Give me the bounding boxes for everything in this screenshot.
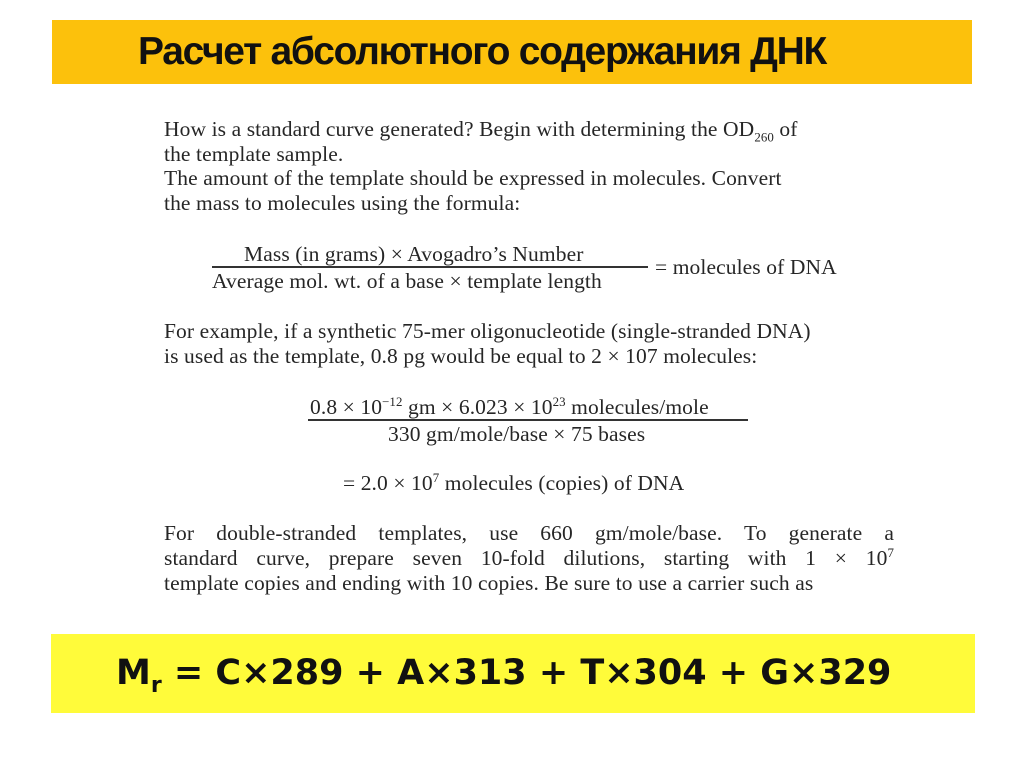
molecular-weight-formula (116, 652, 916, 699)
formula-3 (343, 471, 684, 495)
doc-line-8-exponent: 7 (887, 545, 894, 560)
doc-line-6: is used as the template, 0.8 pg would be equal to 2 × 107 molecules: (164, 344, 758, 368)
formula-2-numerator (310, 395, 709, 419)
formula-1-denominator: Average mol. wt. of a base × template length (212, 269, 602, 293)
formula-1-numerator: Mass (in grams) × Avogadro’s Number (244, 242, 584, 266)
doc-line-8-text: standard curve, prepare seven 10-fold dilutions, starting with 1 × 10 (164, 546, 888, 570)
slide-title: Расчет абсолютного содержания ДНК (138, 30, 826, 73)
doc-line-1-text: How is a standard curve generated? Begin with determining the OD (164, 117, 755, 141)
formula-3-b: molecules (copies) of DNA (439, 471, 685, 495)
formula-3-a: = 2.0 × 10 (343, 471, 433, 495)
formula-2-exponent-1: −12 (382, 394, 403, 409)
doc-line-8 (164, 546, 894, 570)
formula-2-exponent-2: 23 (552, 394, 566, 409)
doc-line-5: For example, if a synthetic 75-mer oligonucleotide (single-stranded DNA) (164, 319, 811, 343)
formula-banner (51, 634, 975, 713)
doc-line-7: For double-stranded templates, use 660 gm/mole/base. To generate a (164, 521, 894, 545)
doc-line-4: the mass to molecules using the formula: (164, 191, 521, 215)
formula-r-subscript: r (150, 673, 162, 698)
formula-m: M (116, 653, 151, 693)
formula-2-numerator-c: molecules/mole (565, 395, 709, 419)
od-subscript: 260 (754, 130, 774, 145)
doc-line-9: template copies and ending with 10 copies. Be sure to use a carrier such as (164, 571, 814, 595)
doc-line-3: The amount of the template should be expressed in molecules. Convert (164, 166, 782, 190)
formula-1-result: = molecules of DNA (655, 255, 837, 279)
formula-2-numerator-b: gm × 6.023 × 10 (402, 395, 553, 419)
formula-2-fraction-bar (308, 419, 748, 421)
formula-3-exponent: 7 (432, 470, 440, 485)
formula-1-fraction-bar (212, 266, 648, 268)
doc-line-2: the template sample. (164, 142, 344, 166)
formula-2-numerator-a: 0.8 × 10 (310, 395, 383, 419)
doc-line-1 (164, 117, 798, 145)
formula-2-denominator: 330 gm/mole/base × 75 bases (388, 422, 646, 446)
doc-line-1-end: of (773, 117, 798, 141)
formula-rest: = C×289 + A×313 + T×304 + G×329 (161, 653, 892, 693)
